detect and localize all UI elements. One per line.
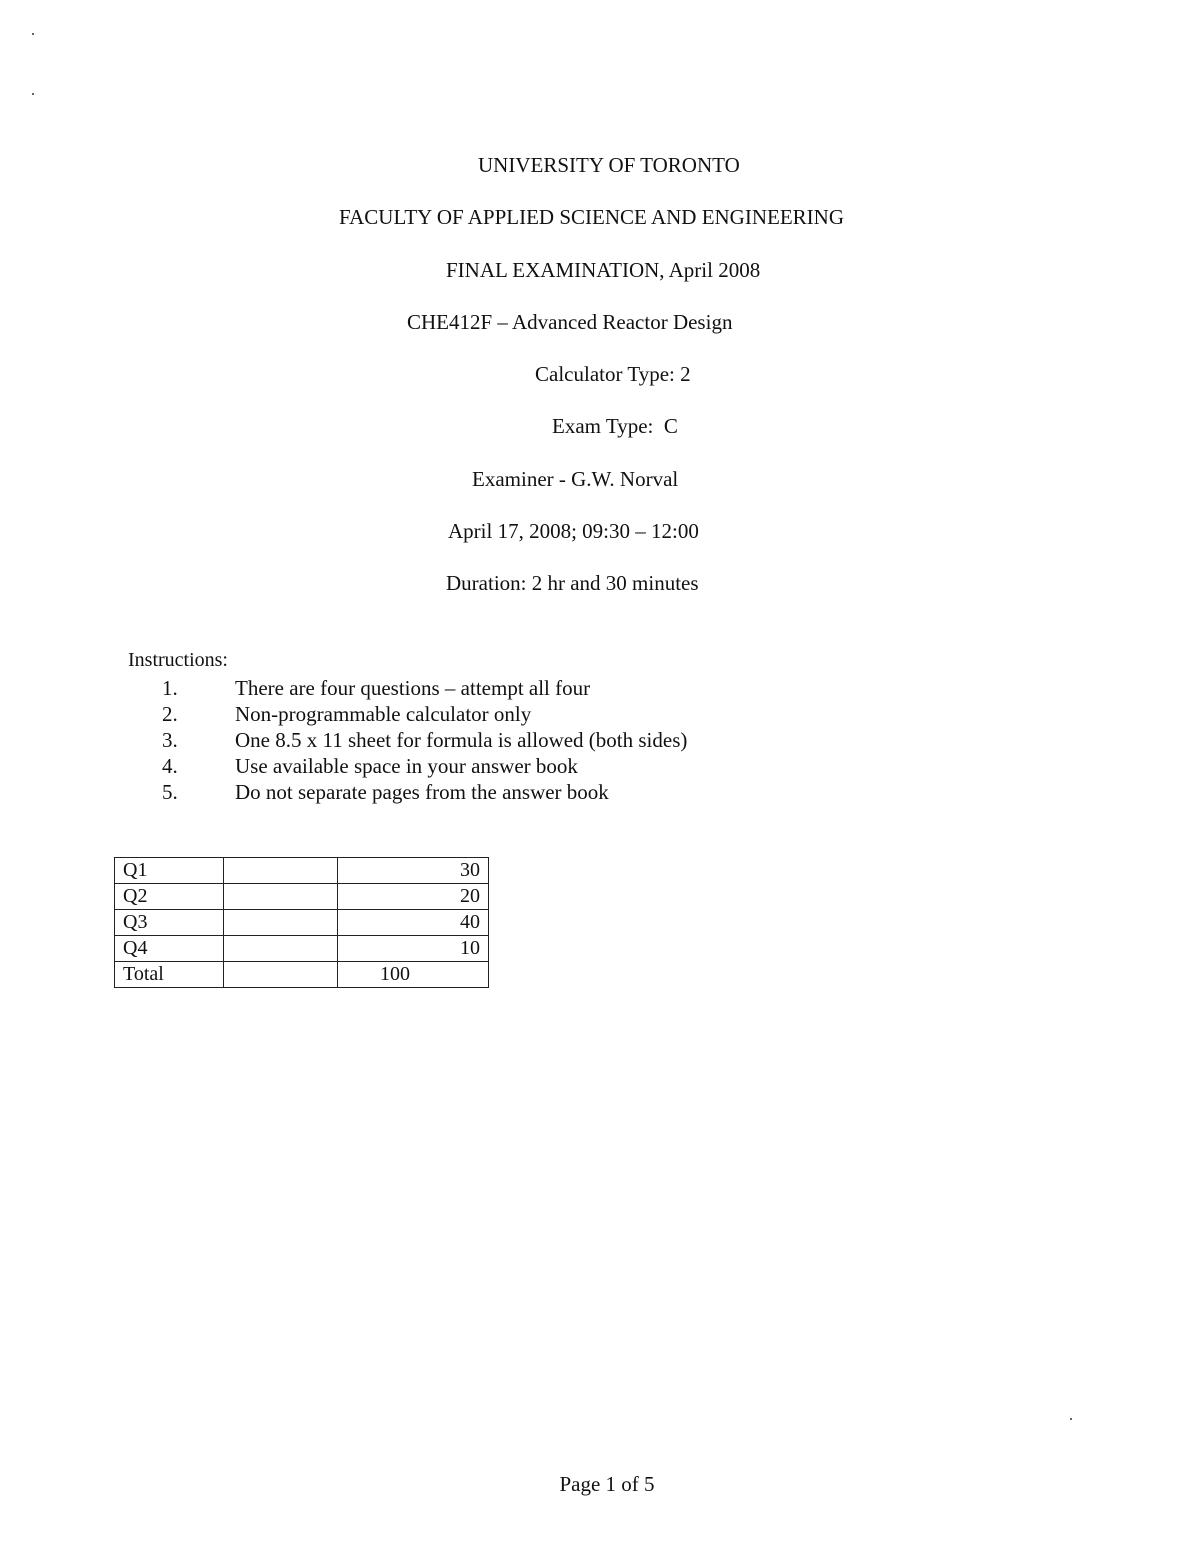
page-number: Page 1 of 5 — [559, 1472, 655, 1496]
instruction-text: Do not separate pages from the answer book — [235, 780, 609, 804]
total-marks: 100 — [338, 962, 489, 988]
table-row — [115, 910, 489, 936]
question-marks: 40 — [338, 910, 489, 936]
instruction-text: Non-programmable calculator only — [235, 702, 532, 726]
question-marks: 10 — [338, 936, 489, 962]
score-cell — [224, 936, 338, 962]
scan-speck — [32, 93, 34, 95]
instruction-number: 4. — [162, 754, 178, 778]
question-label: Q1 — [115, 858, 224, 884]
table-row — [115, 936, 489, 962]
score-cell — [224, 910, 338, 936]
score-cell — [224, 858, 338, 884]
score-cell — [224, 962, 338, 988]
calculator-type: Calculator Type: 2 — [535, 362, 691, 386]
table-row — [115, 962, 489, 988]
instruction-number: 5. — [162, 780, 178, 804]
instruction-number: 3. — [162, 728, 178, 752]
question-label: Q4 — [115, 936, 224, 962]
instruction-item — [160, 779, 687, 805]
question-label: Q2 — [115, 884, 224, 910]
instruction-number: 1. — [162, 676, 178, 700]
instruction-item — [160, 753, 687, 779]
scan-speck — [1070, 1418, 1072, 1420]
instruction-item — [160, 675, 687, 701]
question-label: Q3 — [115, 910, 224, 936]
table-row — [115, 884, 489, 910]
instructions-label: Instructions: — [128, 649, 228, 671]
instruction-item — [160, 701, 687, 727]
question-marks: 20 — [338, 884, 489, 910]
instruction-text: Use available space in your answer book — [235, 754, 578, 778]
examiner: Examiner - G.W. Norval — [472, 467, 679, 491]
instruction-text: One 8.5 x 11 sheet for formula is allowed (both sides) — [235, 728, 688, 752]
table-row — [115, 858, 489, 884]
instruction-item — [160, 727, 687, 753]
course-title: CHE412F – Advanced Reactor Design — [407, 310, 733, 334]
exam-type: Exam Type: C — [552, 414, 678, 438]
faculty-title: FACULTY OF APPLIED SCIENCE AND ENGINEERING — [339, 205, 844, 229]
marks-table — [114, 857, 489, 988]
exam-duration: Duration: 2 hr and 30 minutes — [446, 571, 699, 595]
instruction-text: There are four questions – attempt all four — [235, 676, 591, 700]
question-marks: 30 — [338, 858, 489, 884]
exam-date-time: April 17, 2008; 09:30 – 12:00 — [448, 519, 699, 543]
exam-title: FINAL EXAMINATION, April 2008 — [446, 258, 761, 282]
score-cell — [224, 884, 338, 910]
university-title: UNIVERSITY OF TORONTO — [478, 153, 740, 177]
total-label: Total — [115, 962, 224, 988]
scan-speck — [32, 33, 34, 35]
instruction-number: 2. — [162, 702, 178, 726]
instructions-list — [160, 675, 687, 805]
